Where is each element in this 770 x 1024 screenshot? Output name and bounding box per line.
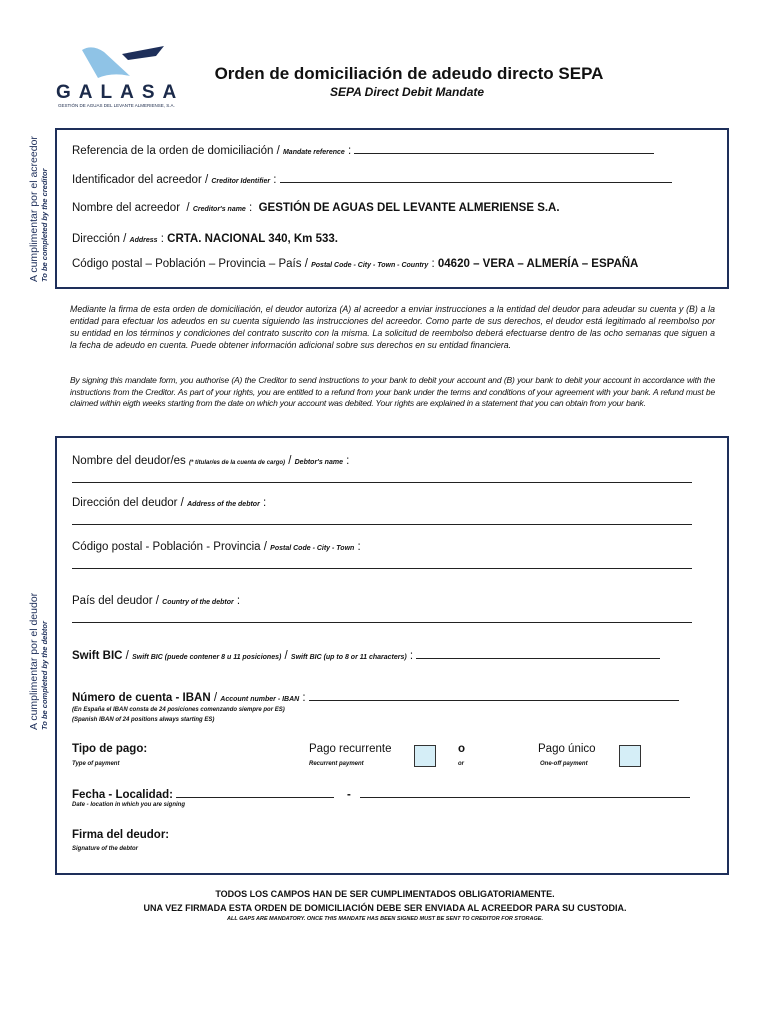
or-en: or	[458, 761, 464, 767]
debtor-postal-row: Código postal - Población - Provincia / Postal Code - City - Town :	[72, 541, 361, 553]
debtor-country-row: País del deudor / Country of the debtor :	[72, 595, 241, 607]
debtor-name-row: Nombre del deudor/es (* titular/es de la cuenta de cargo) / Debtor's name :	[72, 455, 350, 467]
iban-row: Número de cuenta - IBAN / Account number - IBAN :	[72, 690, 679, 704]
swift-field[interactable]	[416, 648, 660, 659]
location-field[interactable]	[360, 787, 690, 798]
recurring-checkbox[interactable]	[414, 745, 436, 767]
or-label: o	[458, 743, 466, 755]
iban-note-en: (Spanish IBAN of 24 positions always starting ES)	[72, 717, 215, 723]
signature-en: Signature of the debtor	[72, 846, 138, 852]
recurring-label: Pago recurrente	[309, 743, 392, 755]
mandate-reference-field[interactable]	[354, 143, 654, 154]
logo-name: GALASA	[56, 82, 185, 103]
footer-line-3: ALL GAPS ARE MANDATORY. ONCE THIS MANDATE HAS BEEN SIGNED MUST BE SENT TO CREDITOR FOR STORAGE.	[227, 916, 543, 922]
creditor-side-label: A cumplimentar por el acreedor To be completed by the creditor	[28, 136, 49, 282]
iban-note-es: (En España el IBAN consta de 24 posiciones comenzando siempre por ES)	[72, 707, 285, 713]
date-location-row: Fecha - Localidad: -	[72, 787, 690, 801]
iban-field[interactable]	[309, 690, 679, 701]
page-title-block	[0, 64, 770, 84]
page-title: Orden de domiciliación de adeudo directo SEPA	[214, 64, 604, 83]
debtor-address-field[interactable]	[72, 524, 692, 525]
payment-type-en: Type of payment	[72, 761, 120, 767]
creditor-address-value: CRTA. NACIONAL 340, Km 533.	[167, 233, 338, 245]
debtor-side-label: A cumplimentar por el deudor To be completed by the debtor	[28, 592, 49, 730]
legal-text-en: By signing this mandate form, you authorise (A) the Creditor to send instructions to your bank to debit your account and (B) your bank to debit your account in accordance with the instructions from the Creditor. As part of your rights, you are entitled to a refund from your bank under the terms and conditions of your agreement with your bank. A refund must be claimed within eigth weeks starting from the date on which your account was debited. Your rights are explained in a statement that you can obtain from your bank.	[70, 375, 715, 408]
signature-label: Firma del deudor:	[72, 829, 170, 841]
debtor-name-field[interactable]	[72, 482, 692, 483]
date-location-en: Date - location in which you are signing	[72, 802, 186, 808]
recurring-en: Recurrent payment	[309, 761, 364, 767]
swift-row: Swift BIC / Swift BIC (puede contener 8 u 11 posiciones) / Swift BIC (up to 8 or 11 characters) :	[72, 648, 660, 662]
creditor-postal-row: Código postal – Población – Provincia – País / Postal Code - City - Town - Country : 04620 – VERA – ALMERÍA – ESPAÑA	[72, 258, 639, 270]
debtor-postal-field[interactable]	[72, 568, 692, 569]
oneoff-label: Pago único	[538, 743, 596, 755]
footer-line-2: UNA VEZ FIRMADA ESTA ORDEN DE DOMICILIACIÓN DEBE SER ENVIADA AL ACREEDOR PARA SU CUSTODIA.	[143, 903, 627, 913]
creditor-address-row: Dirección / Address : CRTA. NACIONAL 340, Km 533.	[72, 233, 338, 245]
footer-line-1: TODOS LOS CAMPOS HAN DE SER CUMPLIMENTADOS OBLIGATORIAMENTE.	[215, 889, 555, 899]
payment-type-label: Tipo de pago:	[72, 743, 148, 755]
date-field[interactable]	[176, 787, 334, 798]
logo-subtitle: GESTIÓN DE AGUAS DEL LEVANTE ALMERIENSE, S.A.	[58, 103, 175, 108]
creditor-identifier-field[interactable]	[280, 172, 672, 183]
creditor-postal-value: 04620 – VERA – ALMERÍA – ESPAÑA	[437, 258, 639, 270]
debtor-country-field[interactable]	[72, 622, 692, 623]
debtor-address-row: Dirección del deudor / Address of the debtor :	[72, 497, 267, 509]
creditor-identifier-row: Identificador del acreedor / Creditor Identifier :	[72, 172, 672, 186]
creditor-name-row: Nombre del acreedor / Creditor's name : GESTIÓN DE AGUAS DEL LEVANTE ALMERIENSE S.A.	[72, 202, 560, 214]
mandate-reference-row: Referencia de la orden de domiciliación / Mandate reference :	[72, 143, 654, 157]
oneoff-en: One-off payment	[540, 761, 588, 767]
legal-text-es: Mediante la firma de esta orden de domiciliación, el deudor autoriza (A) al acreedor a enviar instrucciones a la entidad del deudor para adeudar su cuenta y (B) a la entidad para efectuar los adeudos en su cuenta siguiendo las instrucciones del acreedor. Como parte de sus derechos, el deudor está legitimado al reembolso por su entidad en los términos y condiciones del contrato suscrito con la misma. La solicitud de reembolso deberá efectuarse dentro de las ocho semanas que siguen a la fecha de adeudo en cuenta. Puede obtener información adicional sobre sus derechos en su entidad financiera.	[70, 304, 715, 350]
page-subtitle: SEPA Direct Debit Mandate	[330, 85, 485, 99]
oneoff-checkbox[interactable]	[619, 745, 641, 767]
creditor-name-value: GESTIÓN DE AGUAS DEL LEVANTE ALMERIENSE S.A.	[258, 202, 560, 214]
